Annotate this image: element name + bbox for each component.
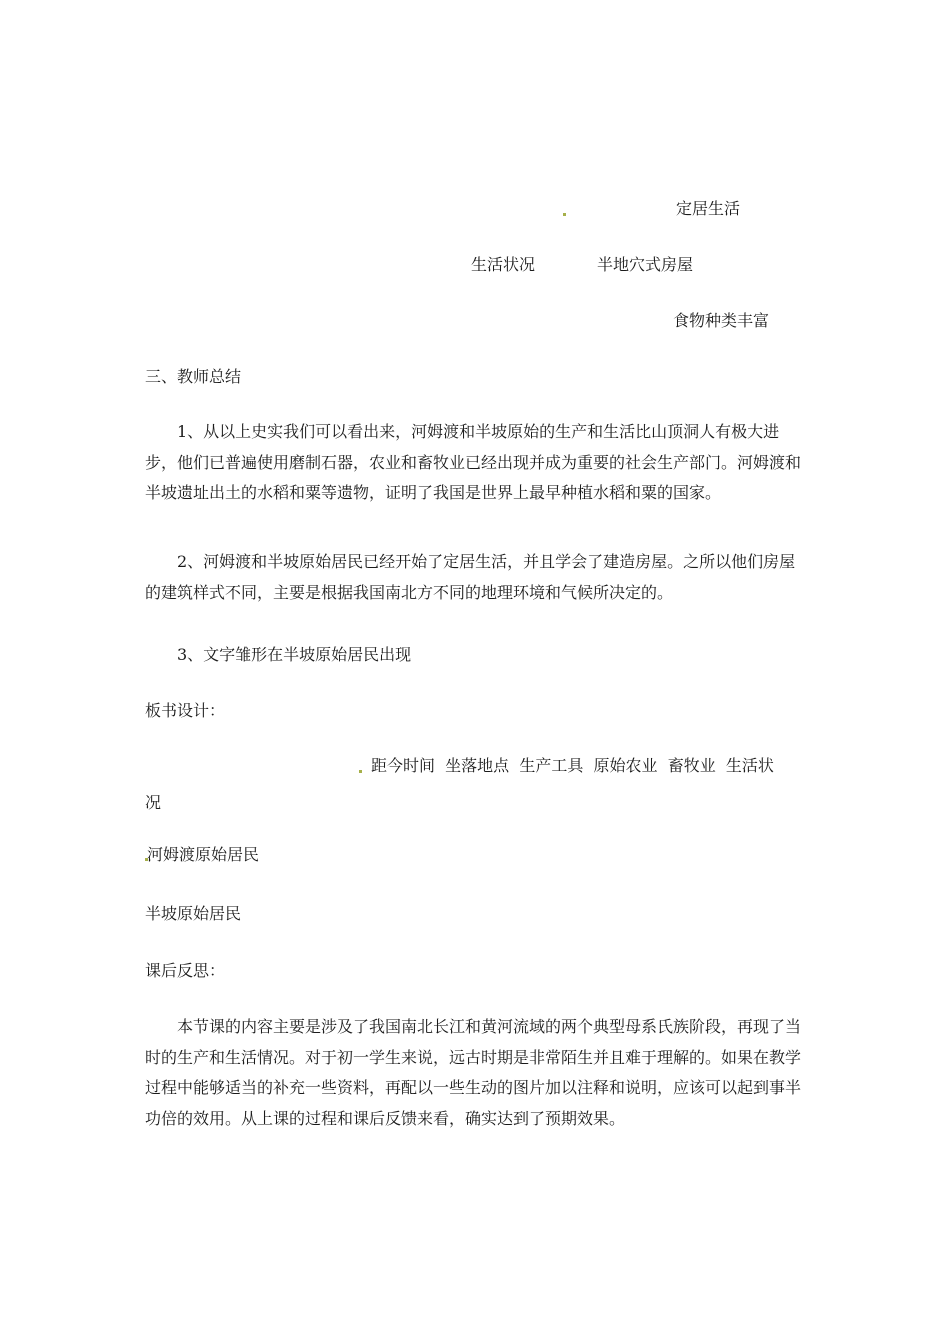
board-row-hemudu: 河姆渡原始居民: [147, 845, 260, 864]
diagram-living-conditions: 生活状况: [471, 255, 536, 274]
board-columns-line: 距今时间 坐落地点 生产工具 原始农业 畜牧业 生活状: [371, 756, 774, 775]
board-columns-wrap: 况: [145, 793, 162, 812]
board-row-banpo: 半坡原始居民: [145, 904, 242, 923]
diagram-semi-pit-house: 半地穴式房屋: [597, 255, 694, 274]
bullet-mark: [359, 770, 362, 773]
reflection-heading: 课后反思：: [145, 961, 226, 980]
diagram-settled-life: 定居生活: [676, 199, 741, 218]
reflection-paragraph: 本节课的内容主要是涉及了我国南北长江和黄河流域的两个典型母系氏族阶段，再现了当时的生产和生活情况。对于初一学生来说，远古时期是非常陌生并且难于理解的。如果在教学过程中能够适当的补充一些资料，再配以一些生动的图片加以注释和说明，应该可以起到事半功倍的效用。从上课的过程和课后反馈来看，确实达到了预期效果。: [145, 1017, 802, 1128]
section-heading-teacher-summary: 三、教师总结: [145, 367, 242, 386]
board-design-heading: 板书设计：: [145, 701, 226, 720]
diagram-rich-food: 食物种类丰富: [673, 311, 770, 330]
bullet-mark: [563, 213, 566, 216]
summary-paragraph-1: 1、从以上史实我们可以看出来，河姆渡和半坡原始的生产和生活比山顶洞人有极大进步，他们已普遍使用磨制石器，农业和畜牧业已经出现并成为重要的社会生产部门。河姆渡和半坡遗址出土的水稻和粟等遗物，证明了我国是世界上最早种植水稻和粟的国家。: [145, 422, 802, 502]
summary-paragraph-3: 3、文字雏形在半坡原始居民出现: [177, 645, 412, 664]
summary-paragraph-2: 2、河姆渡和半坡原始居民已经开始了定居生活，并且学会了建造房屋。之所以他们房屋的建筑样式不同，主要是根据我国南北方不同的地理环境和气候所决定的。: [145, 552, 796, 602]
